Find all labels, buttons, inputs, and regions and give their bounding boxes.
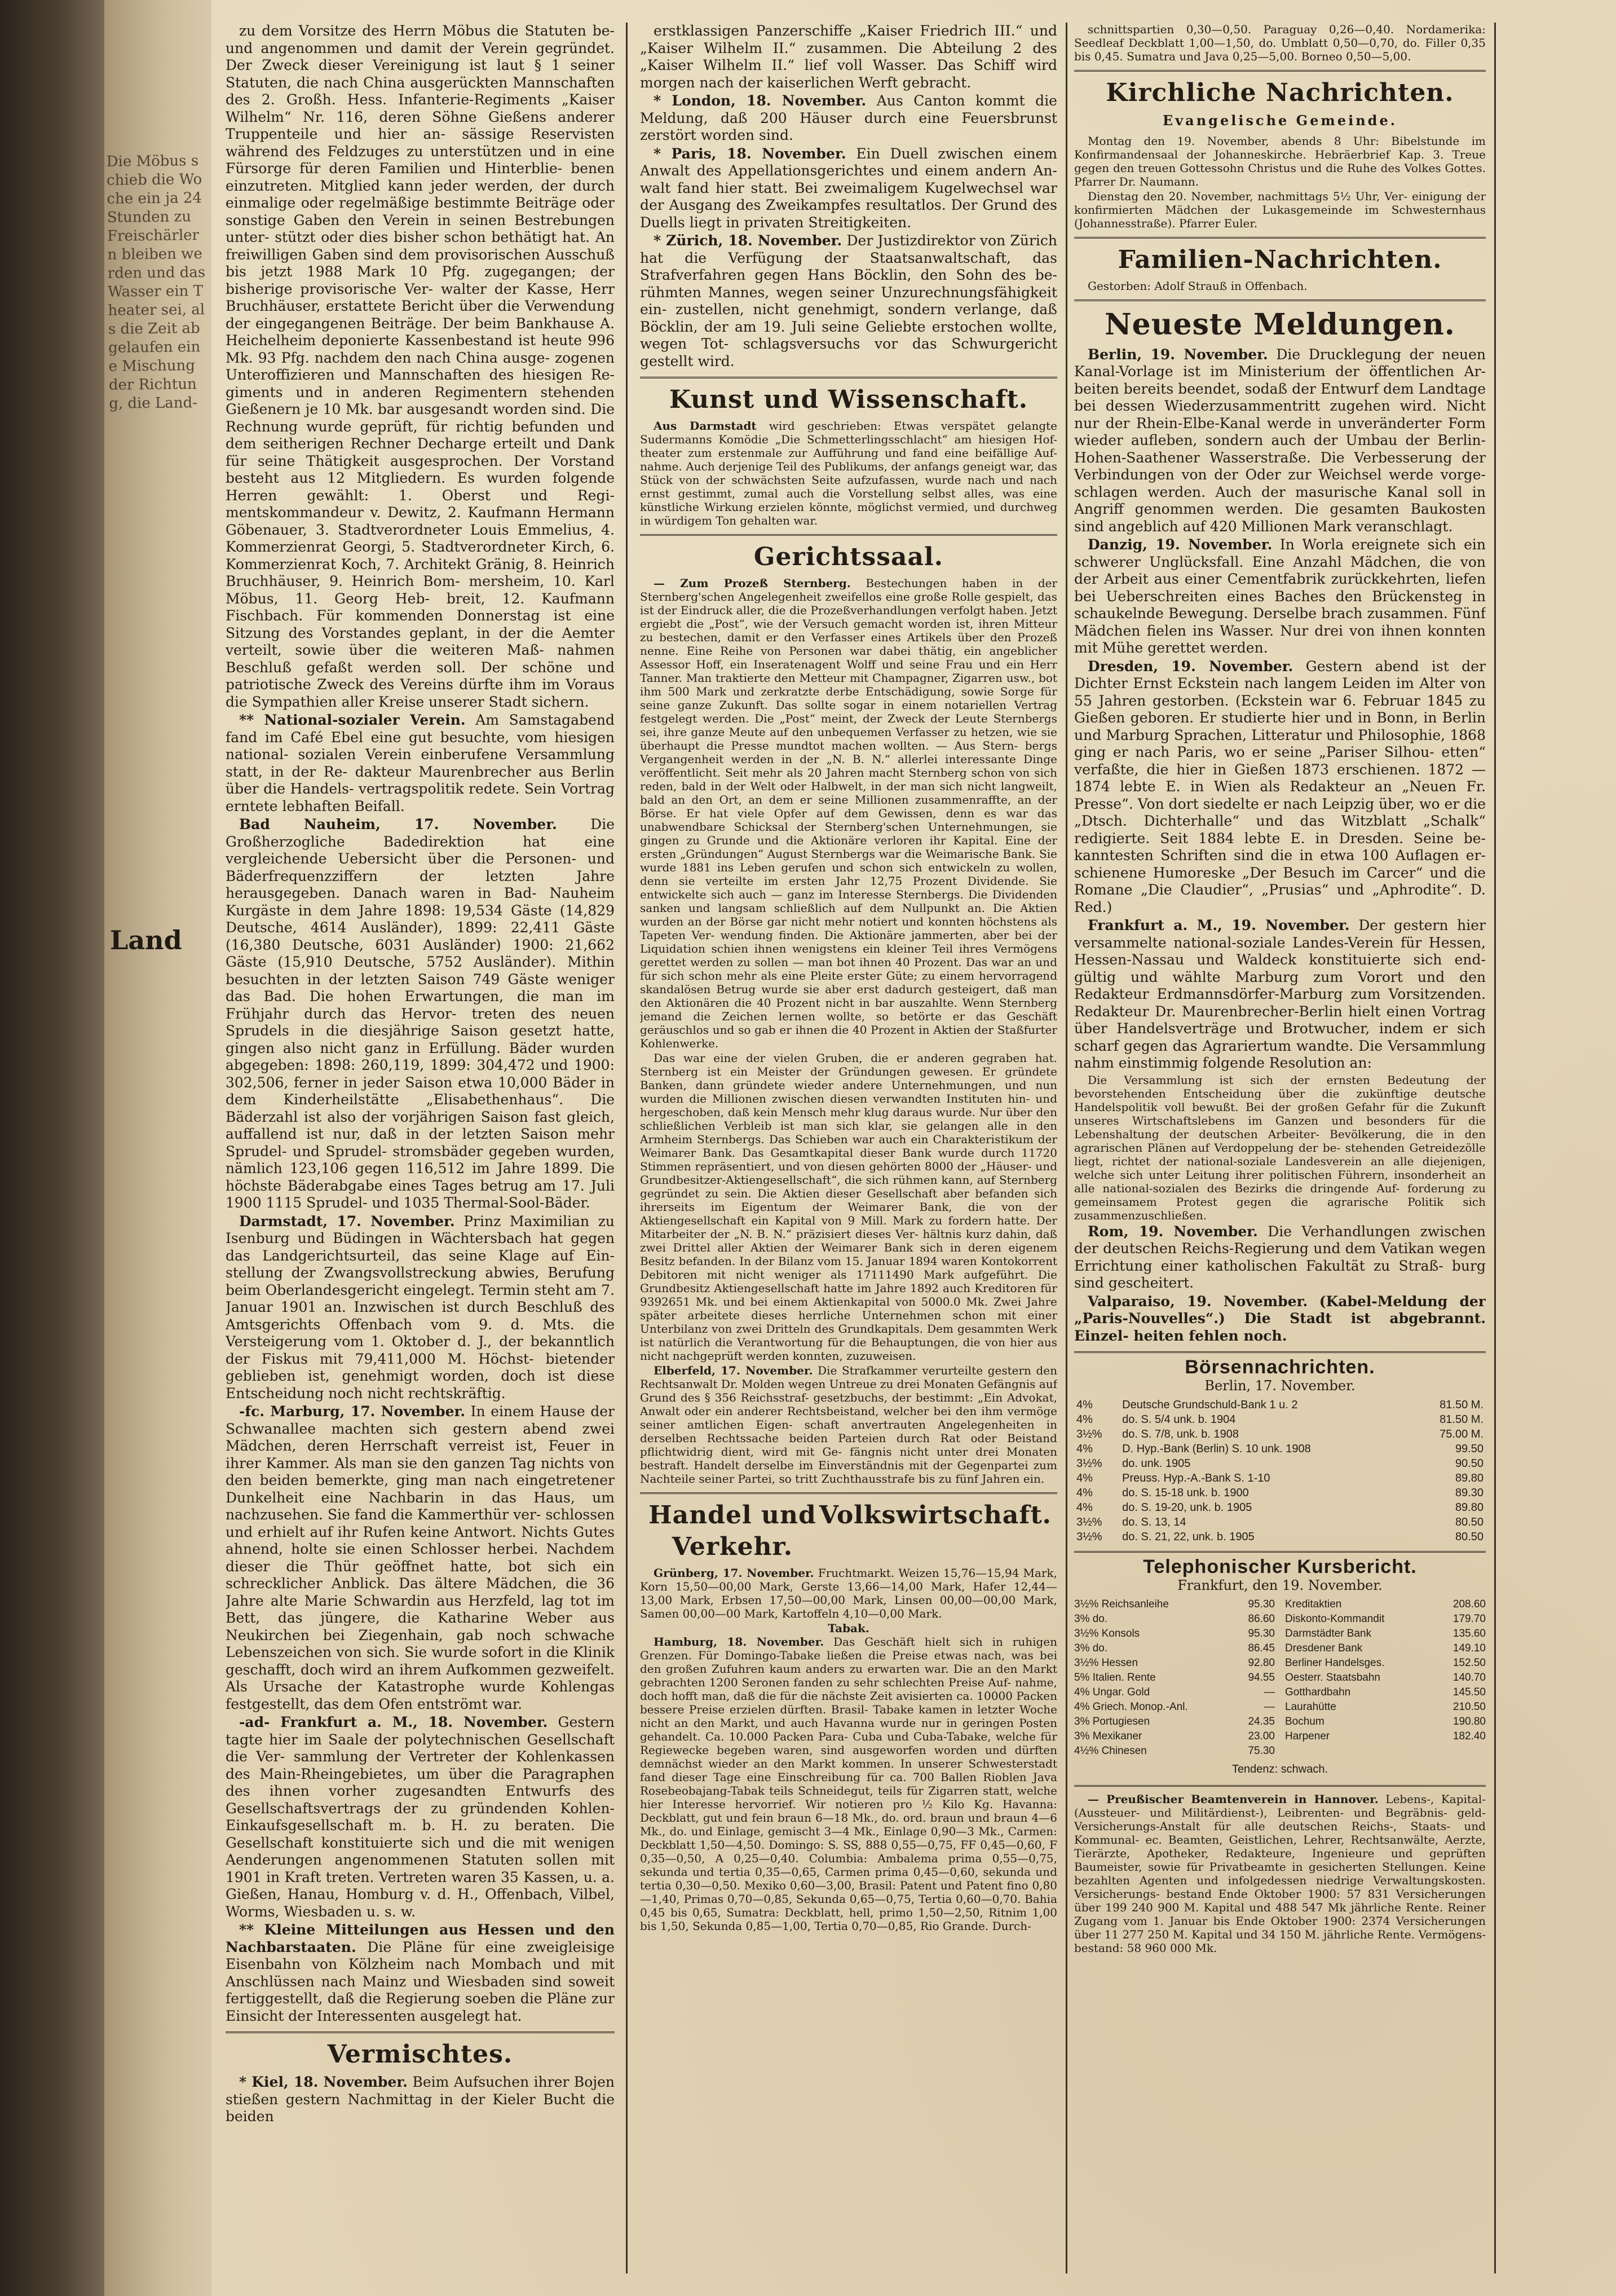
article-berlin-kanal [1074, 346, 1486, 536]
article-bibelstunde: Montag den 19. November, abends 8 Uhr: Bibelstunde im Konfirmandensaal der Johanneskirche. Hebräerbrief Kap. 3. Treue gegen den treuen Gottessohn Christus und die Ruhe des Volkes Gottes. Pfarrer Dr. Naumann. [1074, 134, 1486, 188]
boerse-table [1074, 1398, 1486, 1544]
telephon-row [1285, 1715, 1486, 1729]
section-divider [1074, 70, 1486, 72]
boerse-row [1074, 1442, 1486, 1456]
telephon-value: 86.45 [1248, 1642, 1275, 1654]
telephon-value: 145.50 [1452, 1686, 1486, 1698]
article-frankfurt [226, 1714, 615, 1920]
boerse-cell-rate: 4% [1076, 1487, 1093, 1499]
article-panzerschiffe: erstklassigen Panzerschiffe „Kaiser Friedrich III.“ und „Kaiser Wilhelm II.“ zusammen. Die Abteilung 2 des „Kaiser Wilhelm II.“ lief voll Wasser. Das Schiff wird morgen nach der kaiserlichen Werft gebracht. [640, 23, 1057, 91]
article-hamburg-tabak [640, 1635, 1057, 1933]
boerse-cell-rate: 3½% [1076, 1457, 1102, 1470]
article-frankfurt-landesverein [1074, 917, 1486, 1072]
book-binding-shadow [0, 0, 107, 2296]
article-head: ** National-sozialer Verein. [239, 712, 466, 728]
article-head: Grünberg, 17. November. [654, 1566, 814, 1580]
telephon-value: 179.70 [1452, 1613, 1486, 1625]
article-prozess-sternberg [640, 576, 1057, 1050]
telephon-row [1074, 1656, 1275, 1671]
article-danzig [1074, 536, 1486, 657]
telephon-row [1074, 1685, 1275, 1700]
telephon-value: 24.35 [1248, 1716, 1275, 1727]
telephon-title: Telephonischer Kursbericht. [1143, 1556, 1417, 1577]
telephon-name: 4% Griech. Monop.-Anl. [1074, 1701, 1188, 1713]
boerse-cell-name: do. S. 5/4 unk. b. 1904 [1122, 1413, 1236, 1426]
boerse-cell-rate: 4% [1076, 1399, 1093, 1411]
article-valparaiso [1074, 1293, 1486, 1345]
boerse-cell-name: Deutsche Grundschuld-Bank 1 u. 2 [1122, 1399, 1298, 1411]
boerse-cell-name: do. S. 21, 22, unk. b. 1905 [1122, 1531, 1255, 1543]
article-text: Die Großherzogliche Badedirektion hat eine vergleichende Uebersicht über die Personen- und Bäderfrequenzziffern der letzten Jahre herausgegeben. Danach waren in Bad- Nauheim Kurgäste in dem Jahre 1898: 19,534 Gäste (14,829 Deutsche, 4614 Ausländer), 1899: 22,411 Gäste (16,380 Deutsche, 6031 Ausländer) 1900: 21,662 Gäste (15,910 Deutsche, 5752 Ausländer). Mithin besuchten in der letzten Saison 749 Gäste weniger das Bad. Die hohen Erwartungen, die man im Frühjahr durch das Hervor- treten des neuen Sprudels in die diesjährige Saison gesetzt hatte, gingen also nicht ganz in Erfüllung. Bäder wurden abgegeben: 1898: 260,119, 1899: 304,472 und 1900: 302,506, ferner in jeder Saison etwa 10,000 Bäder in dem Kinderheilstätte „Elisabethenhaus“. Die Bäderzahl ist also der vorjährigen Saison fast gleich, auffallend ist nur, daß in der letzten Saison mehr Sprudel- und Sprudel- stromsbäder gegeben wurden, nämlich 123,106 gegen 116,512 im Jahre 1899. Die höchste Bäderabgabe eines Tages betrug am 17. Juli 1900 1115 Sprudel- und 1035 Thermal-Sool-Bäder. [226, 816, 615, 1211]
section-title-gerichtssaal: Gerichtssaal. [753, 543, 944, 571]
article-verein-gruendung: zu dem Vorsitze des Herrn Möbus die Statuten be- und angenommen und damit der Verein gegründet. Der Zweck dieser Vereinigung ist laut § 1 seiner Statuten, die nach China ausgerückten Mannschaften des 2. Großh. Hess. Infanterie-Regiments „Kaiser Wilhelm“ Nr. 116, deren Söhne Gießens anderer Truppenteile und hier an- sässige Reservisten während des Feldzuges zu unterstützen und in eine Fürsorge für deren Familien und Hinterblie- benen einzutreten. Mitglied kann jeder werden, der durch einmalige oder regelmäßige bestimmte Beiträge oder sonstige Gaben den Verein in seinen Bestrebungen unter- stützt oder dies bisher schon bethätigt hat. An freiwilligen Gaben sind dem provisorischen Ausschuß bis jetzt 1988 Mark 10 Pfg. zugegangen; der bisherige provisorische Ver- walter der Kasse, Herr Bruchhäuser, erstattete Bericht über die Verwendung der eingegangenen Beiträge. Der beim Bankhause A. Heichelheim deponierte Kassenbestand ist heute 996 Mk. 93 Pfg. nachdem den nach China ausge- zogenen Unteroffizieren und Mannschaften des hiesigen Re- giments und in anderen Regimentern stehenden Gießenern je 10 Mk. bar ausgesandt worden sind. Die Rechnung wurde geprüft, für richtig befunden und dem seitherigen Rechner Decharge erteilt und Dank für seine Thätigkeit ausgesprochen. Der Vorstand besteht aus 12 Mitgliedern. Es wurden folgende Herren gewählt: 1. Oberst und Regi- mentskommandeur v. Dewitz, 2. Kaufmann Hermann Göbenauer, 3. Stadtverordneter Louis Emmelius, 4. Kommerzienrat Georgi, 5. Stadtverordneter Kirch, 6. Kommerzienrat Koch, 7. Architekt Gränig, 8. Heinrich Bruchhäuser, 9. Heinrich Bom- mersheim, 10. Karl Möbus, 11. Georg Heb- breit, 12. Kaufmann Fischbach. Für kommenden Donnerstag ist eine Sitzung des Vorstandes geplant, in der die Aemter verteilt, sowie über die weiteren Maß- nahmen Beschluß gefaßt werden soll. Der schöne und patriotische Zweck des Vereins dürfte ihm im Voraus die Sympathien aller Kreise unserer Stadt sichern. [226, 23, 615, 710]
telephon-row [1285, 1700, 1486, 1715]
article-head: — Preußischer Beamtenverein in Hannover. [1088, 1792, 1379, 1806]
section-title-kunst: Kunst und Wissenschaft. [669, 385, 1028, 414]
article-head: Dresden, 19. November. [1088, 658, 1293, 675]
telephon-row [1074, 1627, 1275, 1641]
telephon-row [1285, 1597, 1486, 1612]
boerse-cell-value: 75.00 M. [1440, 1428, 1483, 1440]
article-text: Die Drucklegung der neuen Kanal-Vorlage ist im Ministerium der öffentlichen Ar- beiten bereits beendet, sodaß der Entwurf dem Landtage bei dessen Wiederzusammentritt zugehen wird. Nicht nur der Rhein-Elbe-Kanal werde in unveränderter Form wieder aufleben, sondern auch der Umbau der Berlin- Hohen-Saathener Wasserstraße. Die Verbesserung der Verbindungen von der Oder zur Weichsel werde vorge- schlagen werden. Auch der masurische Kanal soll in Angriff genommen werden. Die gesamten Baukosten sind angeblich auf 420 Millionen Mark veranschlagt. [1074, 346, 1486, 535]
telephon-row [1285, 1641, 1486, 1656]
boerse-row [1074, 1500, 1486, 1515]
boerse-cell-value: 89.30 [1455, 1487, 1483, 1499]
boerse-cell-name: do. unk. 1905 [1122, 1457, 1191, 1470]
boerse-title: Börsennachrichten. [1185, 1356, 1375, 1378]
page-body [211, 0, 1616, 2296]
telephon-name: Darmstädter Bank [1285, 1628, 1372, 1640]
telephon-right-list [1285, 1597, 1486, 1759]
telephon-left-list [1074, 1597, 1275, 1759]
boerse-cell-name: do. S. 19-20, unk. b. 1905 [1122, 1501, 1252, 1514]
section-divider [1074, 237, 1486, 239]
article-text: Beim Aufsuchen ihrer Bojen stießen gestern Nachmittag in der Kieler Bucht die beiden [226, 2074, 615, 2125]
article-dresden-eckstein [1074, 658, 1486, 916]
article-gestorben: Gestorben: Adolf Strauß in Offenbach. [1088, 279, 1308, 293]
telephon-value: 135.60 [1452, 1628, 1486, 1640]
telephon-row [1074, 1715, 1275, 1729]
column-2 [640, 23, 1057, 2273]
section-divider [640, 377, 1057, 378]
article-kleine-mitteilungen [226, 1922, 615, 2025]
article-head: -ad- Frankfurt a. M., 18. November. [239, 1714, 548, 1730]
telephon-value: 152.50 [1452, 1657, 1486, 1669]
telephon-name: 5% Italien. Rente [1074, 1672, 1156, 1684]
telephon-table [1074, 1597, 1486, 1759]
article-national-sozial [226, 712, 615, 815]
boerse-cell-value: 89.80 [1455, 1472, 1483, 1484]
boerse-row [1074, 1456, 1486, 1471]
telephon-value: — [1264, 1701, 1275, 1713]
telephon-name: Bochum [1285, 1716, 1324, 1727]
boerse-place-date: Berlin, 17. November. [1204, 1377, 1356, 1394]
section-sub-evangelisch: Evangelische Gemeinde. [1162, 112, 1398, 129]
telephon-row [1285, 1627, 1486, 1641]
article-kiel [226, 2074, 615, 2126]
edge-fragment-text: Die Möbus schieb die Woche ein ja 24 Stunden zu Freischärlern bleiben werden und das Wasser ein Theater sei, als die Zeit abgelaufen eine Mischung der Richtung, die Land- [106, 152, 206, 412]
telephon-value: 182.40 [1452, 1730, 1486, 1742]
telephon-value: 95.30 [1248, 1598, 1275, 1610]
telephon-row [1074, 1729, 1275, 1744]
article-resolution: Die Versammlung ist sich der ernsten Bedeutung der bevorstehenden Entscheidung über die zukünftige deutsche Handelspolitik voll bewußt. Bei der großen Gefahr für die Zukunft unseres Wirtschaftslebens im Ganzen und besonders für die Lebenshaltung der deutschen Arbeiter- Bevölkerung, die in den agrarischen Plänen auf Verdoppelung der be- stehenden Getreidezölle liegt, richtet der national-soziale Landesverein an alle diejenigen, welche sich unter Leitung ihrer politischen Führern, insonderheit an alle national-sozialen des Bezirks die dringende Auf- forderung zu gemeinsamem Protest gegen die agrarische Politik sich zusammenzuschließen. [1074, 1073, 1486, 1222]
boerse-row [1074, 1398, 1486, 1412]
telephon-name: 3% do. [1074, 1613, 1108, 1625]
column-3 [1074, 23, 1486, 2273]
article-head: -fc. Marburg, 17. November. [239, 1403, 466, 1420]
article-text: Am Samstagabend fand im Café Ebel eine gut besuchte, vom hiesigen national- sozialen Verein einberufene Versammlung statt, in der Re- dakteur Maurenbrecher aus Berlin über die Handels- vertragspolitik redete. Sein Vortrag erntete lebhaften Beifall. [226, 712, 615, 814]
previous-page-edge [104, 0, 211, 2296]
telephon-row [1074, 1744, 1275, 1759]
boerse-cell-rate: 4% [1076, 1443, 1093, 1455]
boerse-cell-value: 80.50 [1455, 1516, 1483, 1528]
boerse-cell-value: 81.50 M. [1440, 1413, 1483, 1426]
boerse-cell-value: 80.50 [1455, 1531, 1483, 1543]
telephon-name: Kreditaktien [1285, 1598, 1342, 1610]
telephon-name: Laurahütte [1285, 1701, 1336, 1713]
boerse-cell-name: do. S. 7/8, unk. b. 1908 [1122, 1428, 1239, 1440]
section-divider [1074, 1351, 1486, 1353]
article-text: In einem Hause der Schwanallee machten sich gestern abend zwei Mädchen, deren Herrschaft verreist ist, Feuer in ihrer Kammer. Als man sie den ganzen Tag nichts von den beiden bemerkte, ging man nach eingetretener Dunkelheit eine Nachbarin in das Haus, um nachzusehen. Sie fand die Kammerthür ver- schlossen und erhielt auf ihr Rufen keine Antwort. Nichts Gutes ahnend, holte sie einen Schlosser herbei. Nachdem dieser die Thür geöffnet hatte, bot sich ein schrecklicher Anblick. Das ältere Mädchen, die 36 Jahre alte Marie Schwardin aus Herzfeld, lag tot im Bett, das jüngere, die Katharine Weber aus Neukirchen bei Ziegenhain, gab noch schwache Lebenszeichen von sich. Sie wurde sofort in die Klinik geschafft, doch wird an ihrem Aufkommen gezweifelt. Als Ursache der Katastrophe wurde Kohlengas festgestellt, das dem Ofen entströmt war. [226, 1403, 615, 1712]
article-elberfeld [640, 1364, 1057, 1486]
article-text: Ein Duell zwischen einem Anwalt des Appellationsgerichtes und einem andern An- walt fand hier statt. Bei zweimaligem Kugelwechsel war der Ausgang des Zweikampfes resultatlos. Der Grund des Duells liegt in privaten Streitigkeiten. [640, 145, 1057, 231]
article-text: Aus Canton kommt die Meldung, daß 200 Häuser durch eine Feuersbrunst zerstört worden sind. [640, 92, 1057, 143]
boerse-cell-rate: 3½% [1076, 1428, 1102, 1440]
section-title-neueste: Neueste Meldungen. [1105, 307, 1455, 342]
telephon-name: 4% Ungar. Gold [1074, 1686, 1150, 1698]
boerse-cell-value: 89.80 [1455, 1501, 1483, 1514]
article-tabak-cont: schnittspartien 0,30—0,50. Paraguay 0,26—0,40. Nordamerika: Seedleaf Deckblatt 1,00—1,50, do. Umblatt 0,50—0,70, do. Filler 0,35 bis 0,45. Sumatra und Java 0,25—5,00. Borneo 0,50—5,00. [1074, 23, 1486, 63]
article-bad-nauheim [226, 816, 615, 1212]
telephon-name: 3½% Reichsanleihe [1074, 1598, 1169, 1610]
telephon-value: 23.00 [1248, 1730, 1275, 1742]
section-title-handel [640, 1500, 1057, 1563]
boerse-cell-name: Preuss. Hyp.-A.-Bank S. 1-10 [1122, 1472, 1270, 1484]
section-title-kirchliche: Kirchliche Nachrichten. [1106, 78, 1454, 107]
article-head: Rom, 19. November. [1088, 1223, 1258, 1240]
article-marburg [226, 1403, 615, 1713]
telephon-name: Oesterr. Staatsbahn [1285, 1672, 1380, 1684]
boerse-row [1074, 1486, 1486, 1500]
boerse-cell-name: D. Hyp.-Bank (Berlin) S. 10 unk. 1908 [1122, 1443, 1311, 1455]
boerse-row [1074, 1412, 1486, 1427]
article-text: (Kabel-Meldung der „Paris-Nouvelles“.) Die Stadt ist abgebrannt. Einzel- heiten fehlen noch. [1074, 1293, 1486, 1344]
column-1 [226, 23, 615, 2273]
boerse-cell-value: 90.50 [1455, 1457, 1483, 1470]
article-darmstadt [226, 1213, 615, 1403]
telephon-name: 3½% Hessen [1074, 1657, 1138, 1669]
section-divider [1074, 1785, 1486, 1787]
telephon-name: Berliner Handelsges. [1285, 1657, 1385, 1669]
article-beamtenverein [1074, 1792, 1486, 1955]
article-text: Das Geschäft hielt sich in ruhigen Grenzen. Für Domingo-Tabake ließen die Preise etwas nach, was bei den großen Zufuhren kaum anders zu erwarten war. Die an den Markt gebrachten 1200 Seronen fanden zu sehr schlechten Preise Auf- nahme, doch hofft man, daß die für die nächste Zeit avisierten ca. 10000 Packen bessere Preise erzielen dürften. Brasil- Tabake kamen in letzter Woche nicht an den Markt, und auch Havanna wurde nur in geringen Posten gehandelt. Ca. 10.000 Packen Para- Cuba und Cuba-Tabake, welche für Regiewecke begeben waren, sind ausgeworfen worden und dürften demnächst wieder an den Markt kommen. In unserer Schwesterstadt fand dieser Tage eine Einschreibung für ca. 700 Ballen Rioblen Java Rosebeobajang-Tabak teils Schneidegut, teils für Zigarren statt, welche hier Interesse hervorrief. Wir notieren pro ½ Kilo Kg. Havanna: Deckblatt, gut und fein braun 6—18 Mk., do. ord. braun und braun 4—6 Mk., do. und Einlage, gemischt 3—4 Mk., Einlage 0,90—3 Mk., Carmen: Deckblatt 1,50—4,50. Domingo: S. SS, 888 0,55—0,75, FF 0,45—0,60, F 0,35—0,50, A 0,25—0,40. Columbia: Ambalema prima 0,55—0,75, sekunda und tertia 0,35—0,65, Carmen prima 0,45—0,60, sekunda und tertia 0,30—0,50. Mexiko 0,60—3,00, Brasil: Patent und Patent fino 0,80—1,40, Primas 0,70—0,85, Sekunda 0,65—0,75, Tertia 0,60—0,70. Bahia 0,45 bis 0,65, Sumatra: Deckblatt, hell, primo 1,50—2,50, Ritnim 1,00 bis 1,50, Sekunda 0,85—1,00, Tertia 0,70—0,85, Rio Grande. Durch- [640, 1635, 1057, 1933]
section-divider [1074, 1551, 1486, 1553]
article-gruenberg [640, 1566, 1057, 1620]
telephon-value: 140.70 [1452, 1672, 1486, 1684]
telephon-name: Harpener [1285, 1730, 1330, 1742]
telephon-place-date: Frankfurt, den 19. November. [1177, 1577, 1383, 1593]
section-title-vermischtes: Vermischtes. [327, 2040, 513, 2069]
article-text: wird geschrieben: Etwas verspätet gelangte Sudermanns Komödie „Die Schmetterlingsschlacht“ am hiesigen Hof- theater zum erstenmale zur Aufführung und fand eine beifällige Auf- nahme. Auch derjenige Teil des Publikums, der anfangs geneigt war, das Stück von der schwächsten Seite aufzufassen, wurde nach und nach ernst gestimmt, zumal auch die Vorstellung selbst alles, was eine künstliche Wirkung erzielen könnte, möglichst vermied, und durchweg in würdigem Ton gehalten war. [640, 419, 1057, 527]
column-rule-3 [1494, 23, 1496, 2273]
article-head: * Paris, 18. November. [654, 145, 846, 162]
article-text: Die Strafkammer verurteilte gestern den Rechtsanwalt Dr. Molden wegen Untreue zu drei Monaten Gefängnis auf Grund des § 356 Reichsstraf- gesetzbuchs, der bestimmt: „Ein Advokat, Anwalt oder ein anderer Rechtsbeistand, welcher bei den ihm vermöge seiner amtlichen Eigen- schaft anvertrauten Angelegenheiten in derselben Rechtssache beiden Parteien durch Rat oder Beistand pflichtwidrig dient, wird mit Ge- fängnis nicht unter drei Monaten bestraft. Handelt derselbe im Einverständnis mit der Gegenpartei zum Nachteile seiner Partei, so tritt Zuchthausstrafe bis zu fünf Jahren ein. [640, 1364, 1057, 1486]
article-head: Hamburg, 18. November. [654, 1635, 824, 1649]
article-text: Prinz Maximilian zu Isenburg und Büdingen in Wächtersbach hat gegen das Landgerichtsurteil, das seine Klage auf Ein- stellung der Zwangsvollstreckung abwies, Berufung beim Oberlandesgericht eingelegt. Termin steht am 7. Januar 1901 an. Inzwischen ist durch Beschluß des Amtsgerichts Offenbach vom 9. d. Mts. die Versteigerung vom 1. Oktober d. J., der bekanntlich der Fiskus mit 79,411,000 M. Höchst- bietender geblieben ist, genehmigt worden, doch ist diese Entscheidung noch nicht rechtskräftig. [226, 1213, 615, 1402]
article-head: Berlin, 19. November. [1088, 346, 1268, 363]
telephon-row [1074, 1597, 1275, 1612]
article-london [640, 92, 1057, 144]
telephon-name: 3½% Konsols [1074, 1628, 1140, 1640]
boerse-row [1074, 1471, 1486, 1486]
article-head: Bad Nauheim, 17. November. [239, 816, 557, 832]
section-title-familien: Familien-Nachrichten. [1118, 245, 1442, 274]
telephon-value: 92.80 [1248, 1657, 1275, 1669]
article-head: * Zürich, 18. November. [654, 232, 842, 249]
telephon-name: 3% Mexikaner [1074, 1730, 1142, 1742]
article-text: Gestern tagte hier im Saale der polytechnischen Gesellschaft die Ver- sammlung der Vertreter der Kohlenkassen des Main-Rheingebietes, um über die Paragraphen des ihnen vorher zugesandten Entwurfs des Gesellschaftsvertrags der zu gründenden Kohlen-Einkaufsgesellschaft m. b. H. zu beraten. Die Gesellschaft konstituierte sich und die mit wenigen Aenderungen angenommenen Statuten sollen mit 1901 in Kraft treten. Vertreten waren 35 Kassen, u. a. Gießen, Hanau, Homburg v. d. H., Offenbach, Vilbel, Worms, Wiesbaden u. s. w. [226, 1714, 615, 1920]
telephon-name: 4½% Chinesen [1074, 1745, 1147, 1757]
telephon-name: Gotthardbahn [1285, 1686, 1351, 1698]
article-text: Bestechungen haben in der Sternberg'schen Angelegenheit zweifellos eine große Rolle gespielt, das ist der Eindruck aller, die die Prozeßverhandlungen verfolgt haben. Jetzt ergiebt die „Post“, wie der Versuch gemacht worden ist, ihren Mitteur zu bestechen, damit er den Verfasser eines Artikels über den Prozeß nenne. Eine Reihe von Personen war dabei thätig, ein angeblicher Assessor Hoff, ein Inseratenagent Wolff und seine Frau und ein Herr Tanner. Man traktierte den Metteur mit Champagner, Zigarren usw., bot ihm 500 Mark und zerkratzte derbe Entschädigung, sowie Sorge für seine ganze Zukunft. Das sollte sogar in einem notariellen Vertrag festgelegt werden. Die „Post“ meint, der Zweck der Leute Sternbergs sei, ihre ganze Meute auf den unbequemen Verfasser zu hetzen, wie sie überhaupt die Presse mundtot machen wollten. — Aus Stern- bergs Vergangenheit werden in der „N. B. N.“ allerlei interessante Dinge veröffentlicht. Seit mehr als 20 Jahren macht Sternberg schon von sich reden, bald in der Welt oder Halbwelt, in der man sich nicht langweilt, bald an den Ort, an dem er seine Millionen zusammenraffte, an der Börse. Er hat viele Opfer auf dem Gewissen, denn es war das unabwendbare Schicksal der Sternberg'schen Unternehmungen, sie gingen zu Grunde und die Aktionäre verloren ihr Kapital. Eine der ersten „Gründungen“ August Sternbergs war die Weimarische Bank. Sie wurde 1881 ins Leben gerufen und schon sich entwickeln zu wollen, denn sie verteilte im ersten Jahr 12,75 Prozent Dividende. Sie entwickelte sich auch — ganz im Interesse Sternbergs. Die Dividenden sanken und langsam schließlich auf dem Nullpunkt an. Die Aktien wurden an der Börse gar nicht mehr notiert und konnten höchstens als Tapeten Ver- wendung finden. Die Aktionäre jammerten, aber bei der Liquidation schien ihnen wenigstens ein kleiner Teil ihres Vermögens gerettet werden zu sollen — man bot ihnen 40 Prozent. Das war an und für sich schon mehr als eine Pleite erster Güte; zu einem hervorragend skandalösen Betrug wurde sie aber erst dadurch gesteigert, daß man den Aktionären die 40 Prozent nicht in bar auszahlte. Wenn Sternberg jemand die Zeichen lernen wollte, so betörte er das Geschäft geräuschlos und so gab er ihnen die 40 Prozent in Aktien der Staßfurter Kohlenwerke. [640, 576, 1057, 1050]
telephon-value: 94.55 [1248, 1672, 1275, 1684]
telephon-row [1074, 1700, 1275, 1715]
boerse-row [1074, 1515, 1486, 1530]
boerse-cell-rate: 3½% [1076, 1516, 1102, 1528]
boerse-row [1074, 1530, 1486, 1544]
article-zuerich [640, 232, 1057, 370]
column-rule-2 [1066, 23, 1067, 2273]
article-text: Lebens-, Kapital- (Aussteuer- und Militärdienst-), Leibrenten- und Begräbnis- geld-Versicherungs-Anstalt für alle deutschen Reichs-, Staats- und Kommunal- ec. Beamten, Geistlichen, Lehrer, Rechtsanwälte, Aerzte, Tierärzte, Apotheker, Redakteure, Ingenieure und geprüften Baumeister, sowie für Privatbeamte in gesicherten Stellungen. Keine bezahlten Agenten und infolgedessen niedrige Verwaltungskosten. Versicherungs- bestand Ende Oktober 1900: 57 831 Versicherungen über 199 240 900 M. Kapital und 488 547 Mk jährliche Rente. Reiner Zugang vom 1. Januar bis Ende Oktober 1900: 2374 Versicherungen über 11 277 250 M. Kapital und 34 150 M. jährliche Rente. Vermögens- bestand: 58 960 000 Mk. [1074, 1792, 1486, 1955]
telephon-value: 86.60 [1248, 1613, 1275, 1625]
article-text: Der gestern hier versammelte national-soziale Landes-Verein für Hessen, Hessen-Nassau und Waldeck konstituierte sich end- gültig und wählte Marburg zum Vorort und den Redakteur Erdmannsdörfer-Marburg zum Vorsitzenden. Redakteur Dr. Maurenbrecher-Berlin hielt einen Vortrag über Handelsverträge und Brotwucher, indem er sich scharf gegen das Agrariertum wandte. Die Versammlung nahm einstimmig folgende Resolution an: [1074, 917, 1486, 1071]
article-head: Frankfurt a. M., 19. November. [1088, 917, 1350, 933]
section-title-handel-verkehr: Handel und Verkehr. [648, 1501, 816, 1561]
newspaper-page [104, 0, 1616, 2296]
telephon-value: 210.50 [1452, 1701, 1486, 1713]
telephon-row [1074, 1641, 1275, 1656]
article-lukasgemeinde: Dienstag den 20. November, nachmittags 5½ Uhr, Ver- einigung der konfirmierten Mädchen der Lukasgemeinde im Schwesternhaus (Johannesstraße). Pfarrer Euler. [1074, 189, 1486, 230]
boerse-cell-name: do. S. 15-18 unk. b. 1900 [1122, 1487, 1249, 1499]
boerse-row [1074, 1427, 1486, 1442]
boerse-cell-value: 81.50 M. [1440, 1399, 1483, 1411]
boerse-cell-value: 99.50 [1455, 1443, 1483, 1455]
article-head: Danzig, 19. November. [1088, 536, 1273, 553]
article-text: Gestern abend ist der Dichter Ernst Eckstein nach langem Leiden im Alter von 55 Jahren gestorben. (Eckstein war 6. Februar 1845 zu Gießen geboren. Er studierte hier und in Bonn, in Berlin und Marburg Sprachen, Litteratur und Philosophie, 1868 ging er nach Paris, wo er seine „Pariser Silhou- etten“ verfaßte, die hier in Gießen 1873 erschienen. 1872 — 1874 lebte E. in Wien als Redakteur an „Neuen Fr. Presse“. Von dort siedelte er nach Leipzig über, wo er die „Dtsch. Dichterhalle“ und das Witzblatt „Schalk“ redigierte. Seit 1884 lebte E. in Dresden. Seine be- kanntesten Schriften sind die in etwa 100 Auflagen er- schienene Humoreske „Der Besuch im Carcer“ und die Romane „Die Claudier“, „Prusias“ und „Aphrodite“. D. Red.) [1074, 658, 1486, 915]
telephon-value: 75.30 [1248, 1745, 1275, 1757]
article-paris [640, 146, 1057, 232]
telephon-name: 3% Portugiesen [1074, 1716, 1150, 1727]
section-divider [1074, 299, 1486, 301]
telephon-row [1285, 1685, 1486, 1700]
article-head: ** Kleine Mitteilungen aus Hessen und den Nachbarstaaten. [226, 1922, 615, 1955]
article-head: * Kiel, 18. November. [239, 2074, 408, 2090]
article-rom [1074, 1223, 1486, 1292]
article-head: * London, 18. November. [654, 92, 867, 109]
subsection-tabak: Tabak. [828, 1621, 869, 1635]
telephon-row [1074, 1612, 1275, 1627]
boerse-cell-rate: 3½% [1076, 1531, 1102, 1543]
section-title-volkswirtschaft: Volkswirtschaft. [819, 1501, 1052, 1530]
telephon-value: 149.10 [1452, 1642, 1486, 1654]
article-text: In Worla ereignete sich ein schwerer Unglücksfall. Eine Anzahl Mädchen, die von der Arbeit aus einer Cementfabrik zurückkehrten, liefen bei Ueberschreiten eines Baches den Brückensteg in schaukelnde Bewegung. Derselbe brach zusammen. Fünf Mädchen fielen ins Wasser. Nur drei von ihnen konnten mit Mühe gerettet werden. [1074, 536, 1486, 656]
section-divider [640, 1492, 1057, 1494]
section-divider [226, 2031, 615, 2033]
boerse-cell-name: do. S. 13, 14 [1122, 1516, 1186, 1528]
article-text: Die Pläne für eine zweigleisige Eisenbahn von Kölzheim nach Mombach und mit Anschlüssen nach Mainz und Wiesbaden sind soweit fertiggestellt, daß die Regierung soeben die Pläne zur Einsicht der Interessenten ausgelegt hat. [226, 1938, 615, 2024]
telephon-row [1285, 1729, 1486, 1744]
boerse-cell-rate: 4% [1076, 1501, 1093, 1514]
telephon-row [1285, 1671, 1486, 1685]
article-prozess-sternberg-cont: Das war eine der vielen Gruben, die er anderen gegraben hat. Sternberg ist ein Meister der Gründungen gewesen. Er gründete Banken, dann gründete wieder andere Unternehmungen, und nun wurden die Millionen zwischen diesen verwandten Instituten hin- und hergeschoben, daß kein Mensch mehr klug daraus wurde. Nur über den schließlichen Verbleib ist man sich klar, sie gelangen alle in den Armheim Sternbergs. Das Schieben war auch ein Charakteristikum der Weimarer Bank. Das Gesamtkapital dieser Bank wurde durch 11720 Stimmen repräsentiert, und von diesen gehörten 8000 der „Häuser- und Grundbesitzer-Aktiengesellschaft“, die sich rühmen kann, auf Sternberg gegründet zu sein. Die Aktien dieser Gesellschaft aber befanden sich ihrerseits im Eigentum der Weimarer Bank, die von der Aktiengesellschaft ein Kapital von 9 Mill. Mark zu fordern hatte. Der Mitarbeiter der „N. B. N.“ präzisiert dieses Ver- hältnis kurz dahin, daß zwei Drittel aller Aktien der Weimarer Bank sich in deren eigenem Besitz befanden. In der Bilanz vom 15. Januar 1894 waren Kontokorrent Debitoren mit nicht weniger als 17111490 Mark aufgeführt. Die Grundbesitz Aktiengesellschaft hatte im Jahre 1892 auch Kreditoren für 9392651 Mk. und bei einem Aktienkapital von 5000.0 Mk. Zwei Jahre später arbeitete dieses herrliche Unternehmen schon mit einer Unterbilanz von zwei Dritteln des Grundkapitals. Dem gesammten Werk ist natürlich die Verantwortung für die Behauptungen, die von hier aus nicht nachgeprüft werden konnten, zuzuweisen. [640, 1051, 1057, 1363]
article-kunst-darmstadt [640, 419, 1057, 527]
telephon-row [1285, 1612, 1486, 1627]
article-head: Elberfeld, 17. November. [654, 1364, 813, 1377]
telephon-row [1285, 1656, 1486, 1671]
edge-heading: Land [110, 925, 182, 955]
telephon-name: Dresdener Bank [1285, 1642, 1363, 1654]
article-text: Der Justizdirektor von Zürich hat die Verfügung der Staatsanwaltschaft, das Strafverfahren gegen Hans Böcklin, den Sohn des be- rühmten Mannes, wegen seiner Unzurechnungsfähigkeit ein- zustellen, nicht genehmigt, sondern verlange, daß Böcklin, der am 19. Juli seine Geliebte erstochen wollte, wegen Tot- schlagsversuchs vor das Schwurgericht gestellt wird. [640, 232, 1057, 369]
telephon-value: 208.60 [1452, 1598, 1486, 1610]
column-rule-1 [626, 23, 628, 2273]
article-head: Aus Darmstadt [654, 419, 757, 433]
article-head: Darmstadt, 17. November. [239, 1213, 455, 1229]
telephon-name: Diskonto-Kommandit [1285, 1613, 1385, 1625]
telephon-value: 190.80 [1452, 1716, 1486, 1727]
telephon-name: 3% do. [1074, 1642, 1108, 1654]
telephon-row [1074, 1671, 1275, 1685]
telephon-value: 95.30 [1248, 1628, 1275, 1640]
article-text: Die Verhandlungen zwischen der deutschen Reichs-Regierung und dem Vatikan wegen Errichtung einer katholischen Fakultät zu Straß- burg sind gescheitert. [1074, 1223, 1486, 1291]
telephon-value: — [1264, 1686, 1275, 1698]
boerse-cell-rate: 4% [1076, 1472, 1093, 1484]
telephon-tendenz: Tendenz: schwach. [1231, 1763, 1328, 1775]
section-divider [640, 534, 1057, 536]
article-head: Valparaiso, 19. November. [1088, 1293, 1308, 1310]
article-head: — Zum Prozeß Sternberg. [654, 576, 851, 590]
article-text: Fruchtmarkt. Weizen 15,76—15,94 Mark, Korn 15,50—00,00 Mark, Gerste 13,66—14,00 Mark, Hafer 12,44—13,00 Mark, Erbsen 17,50—00,00 Mark, Linsen 00,00—00,00 Mark, Samen 00,00—00 Mark, Kartoffeln 4,10—0,00 Mark. [640, 1566, 1057, 1620]
boerse-cell-rate: 4% [1076, 1413, 1093, 1426]
